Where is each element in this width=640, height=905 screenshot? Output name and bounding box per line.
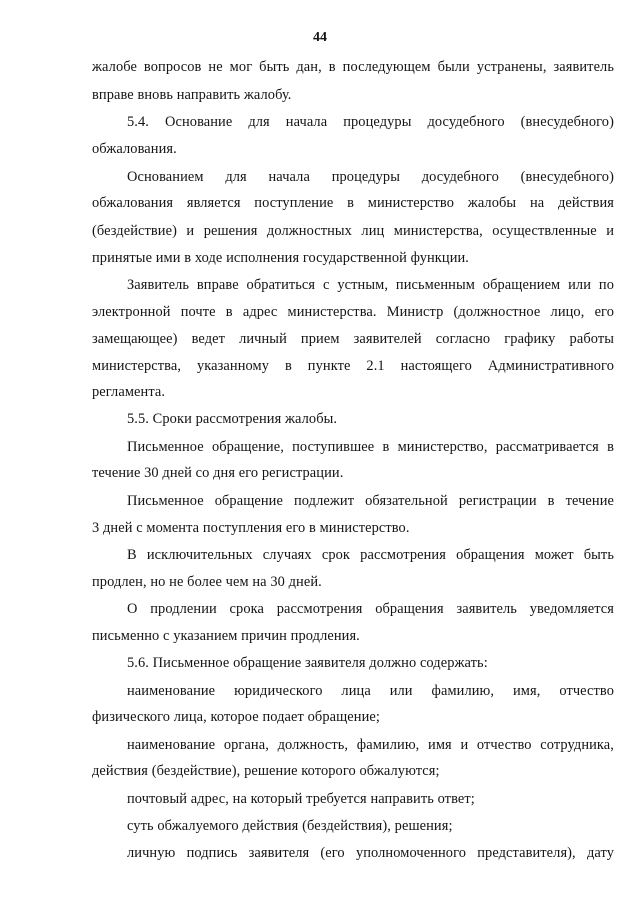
- text-line: 3 дней с момента поступления его в министерство.: [92, 520, 410, 536]
- text-line: действия (бездействие), решение которого обжалуются;: [92, 763, 440, 779]
- text-line: физического лица, которое подает обращение;: [92, 709, 380, 725]
- text-line: Заявитель вправе обратиться с устным, письменным обращением или по: [127, 277, 614, 293]
- text-line: почтовый адрес, на который требуется направить ответ;: [127, 791, 475, 807]
- text-line: наименование органа, должность, фамилию, имя и отчество сотрудника,: [127, 737, 614, 753]
- text-line: замещающее) ведет личный прием заявителей согласно графику работы: [92, 331, 614, 347]
- text-line: регламента.: [92, 384, 166, 400]
- text-line: Письменное обращение, поступившее в министерство, рассматривается в: [127, 439, 614, 455]
- text-line: 5.6. Письменное обращение заявителя должно содержать:: [127, 655, 488, 671]
- text-line: министерства, указанному в пункте 2.1 настоящего Административного: [92, 358, 614, 374]
- text-line: обжалования является поступление в министерство жалобы на действия: [92, 195, 614, 211]
- text-line: Письменное обращение подлежит обязательной регистрации в течение: [127, 493, 614, 509]
- text-line: течение 30 дней со дня его регистрации.: [92, 465, 344, 481]
- text-line: обжалования.: [92, 141, 177, 157]
- page-number: 44: [313, 30, 327, 45]
- text-line: 5.5. Сроки рассмотрения жалобы.: [127, 411, 338, 427]
- text-line: (бездействие) и решения должностных лиц министерства, осуществленные и: [92, 223, 614, 239]
- text-line: продлен, но не более чем на 30 дней.: [92, 574, 322, 590]
- text-line: суть обжалуемого действия (бездействия), решения;: [127, 818, 453, 834]
- text-line: Основанием для начала процедуры досудебного (внесудебного): [127, 169, 614, 185]
- text-line: принятые ими в ходе исполнения государственной функции.: [92, 250, 469, 266]
- text-line: личную подпись заявителя (его уполномоченного представителя), дату: [127, 845, 614, 861]
- text-line: письменно с указанием причин продления.: [92, 628, 360, 644]
- text-line: электронной почте в адрес министерства. Министр (должностное лицо, его: [92, 304, 614, 320]
- text-line: наименование юридического лица или фамилию, имя, отчество: [127, 683, 614, 699]
- text-line: В исключительных случаях срок рассмотрения обращения может быть: [127, 547, 614, 563]
- text-line: вправе вновь направить жалобу.: [92, 87, 292, 103]
- text-line: О продлении срока рассмотрения обращения заявитель уведомляется: [127, 601, 614, 617]
- text-line: 5.4. Основание для начала процедуры досудебного (внесудебного): [127, 114, 614, 130]
- text-line: жалобе вопросов не мог быть дан, в последующем были устранены, заявитель: [92, 59, 614, 75]
